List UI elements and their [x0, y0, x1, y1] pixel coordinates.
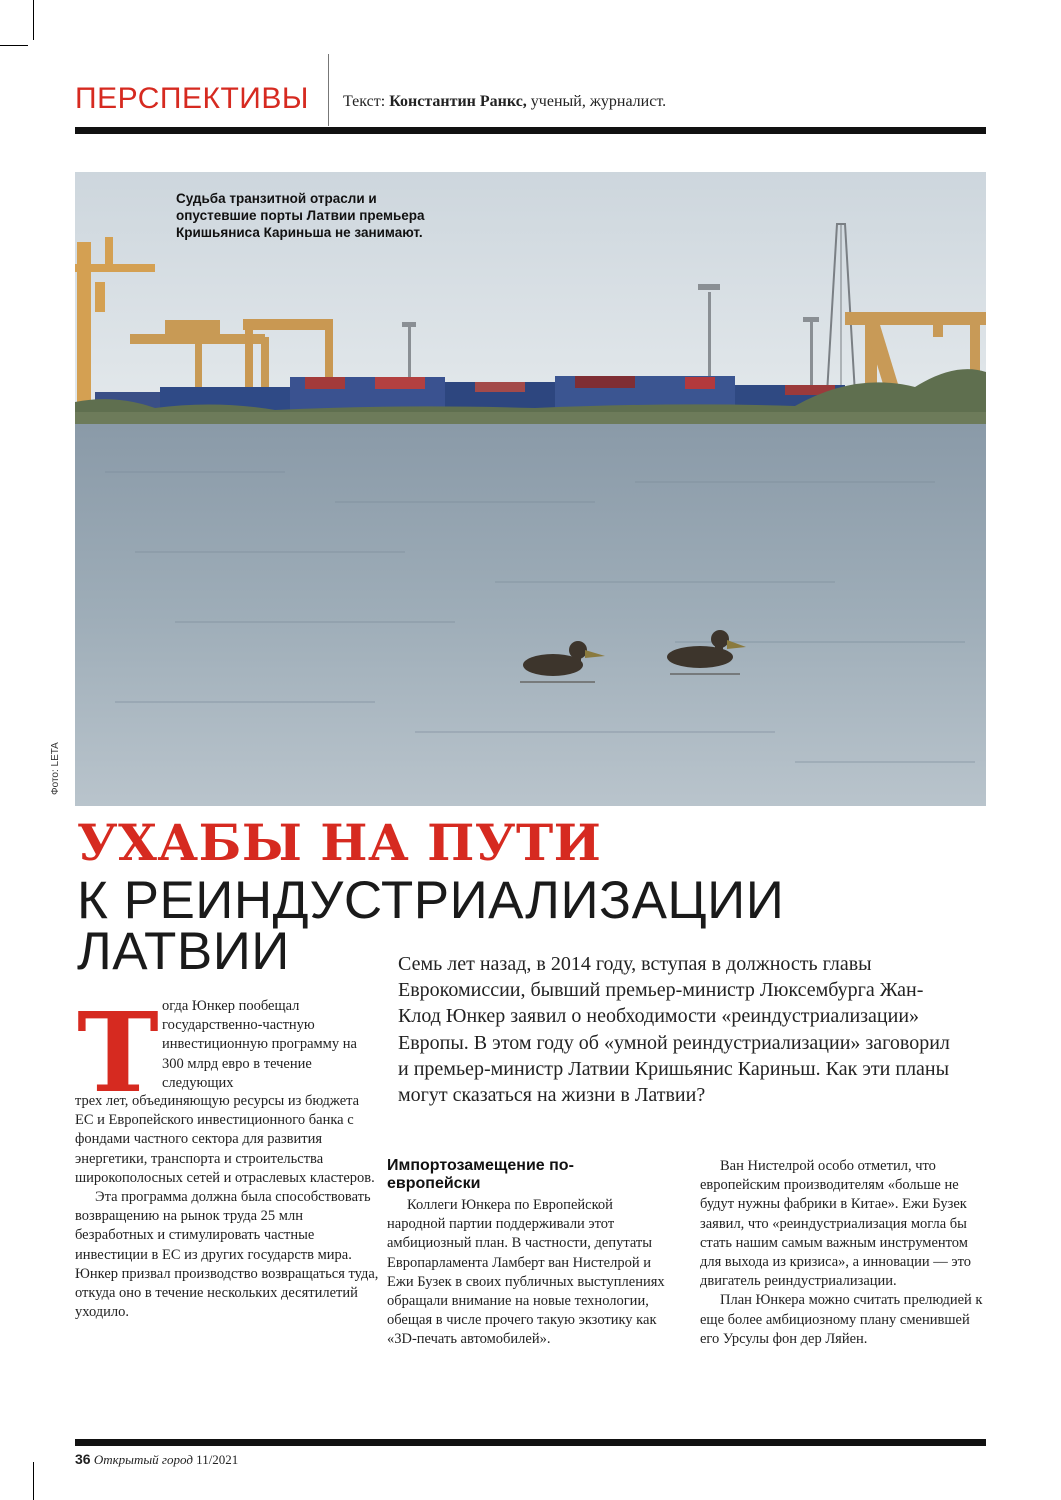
photo-credit: Фото: LETA: [50, 742, 61, 795]
port-photo: [75, 172, 986, 806]
byline-author: Константин Ранкс,: [389, 93, 527, 110]
column3-paragraph1: Ван Нистелрой особо отметил, что европейским производителям «больше не будут нужны фабрики в Китае». Ежи Бузек заявил, что «реиндустриализация могла бы стать нашим самым важным инструментом для выхода из кризиса», а инновации — это двигатель реиндустриализации.: [700, 1158, 971, 1290]
byline: [343, 93, 666, 111]
column1-body: [75, 1092, 380, 1322]
byline-prefix: Текст:: [343, 93, 390, 110]
column2: [387, 1157, 667, 1350]
headline-line1: УХАБЫ НА ПУТИ: [77, 813, 602, 872]
lead-paragraph: Семь лет назад, в 2014 году, вступая в должность главы Еврокомиссии, бывший премьер-министр Люксембурга Жан-Клод Юнкер заявил о необходимости «реиндустриализации» Европы. В этом году об «умной реиндустриализации» заговорил и премьер-министр Латвии Кришьянис Кариньш. Как эти планы могут сказаться на жизни в Латвии?: [398, 953, 950, 1107]
headline-line2: К РЕИНДУСТРИАЛИЗАЦИИ: [77, 871, 785, 930]
crop-mark-top: [33, 0, 34, 40]
drop-cap: Т: [77, 988, 159, 1117]
column3: [700, 1157, 985, 1349]
byline-suffix: ученый, журналист.: [526, 93, 667, 110]
crop-mark-bottom: [33, 1462, 34, 1500]
crop-mark-left: [0, 45, 28, 46]
bottom-rule: [75, 1439, 986, 1446]
column1-top: [162, 997, 382, 1093]
column2-subhead: Импортозамещение по-европейски: [387, 1157, 574, 1192]
column1-paragraph2: Эта программа должна была способствовать возвращению на рынок труда 25 млн безработных и стимулировать частные инвестиции в ЕС из других государств мира. Юнкер призвал производство возвращаться туда, откуда оно в течение нескольких десятилетий уходило.: [75, 1189, 379, 1321]
top-rule: [75, 127, 986, 134]
port-photo-illustration: [75, 172, 986, 806]
magazine-name: Открытый город: [93, 1452, 193, 1467]
column1-top-text: огда Юнкер пообещал государственно-частную инвестиционную программу на 300 млрд евро в течение следующих: [162, 998, 357, 1091]
issue-number: 11/2021: [196, 1452, 239, 1467]
page-number: 36: [75, 1451, 91, 1467]
headline-line3: ЛАТВИИ: [77, 922, 290, 981]
section-label: ПЕРСПЕКТИВЫ: [75, 82, 309, 115]
photo-caption: Судьба транзитной отрасли и опустевшие порты Латвии премьера Кришьяниса Кариньша не занимают.: [176, 191, 425, 240]
column1-paragraph1: трех лет, объединяющую ресурсы из бюджета ЕС и Европейского инвестиционного банка с фондами частного сектора для развития энергетики, транспорта и строительства широкополосных сетей и отраслевых кластеров.: [75, 1093, 375, 1186]
page-footer: [75, 1451, 238, 1468]
header-divider: [328, 54, 329, 126]
column3-paragraph2: План Юнкера можно считать прелюдией к еще более амбициозному плану сменившей его Урсулы фон дер Ляйен.: [700, 1292, 983, 1347]
column2-paragraph1: Коллеги Юнкера по Европейской народной партии поддерживали этот амбициозный план. В частности, депутаты Европарламента Ламберт ван Нистелрой и Ежи Бузек в своих публичных выступлениях обращали внимание на новые технологии, обещая в числе прочего такую экзотику как «3D-печать автомобилей».: [387, 1197, 665, 1348]
